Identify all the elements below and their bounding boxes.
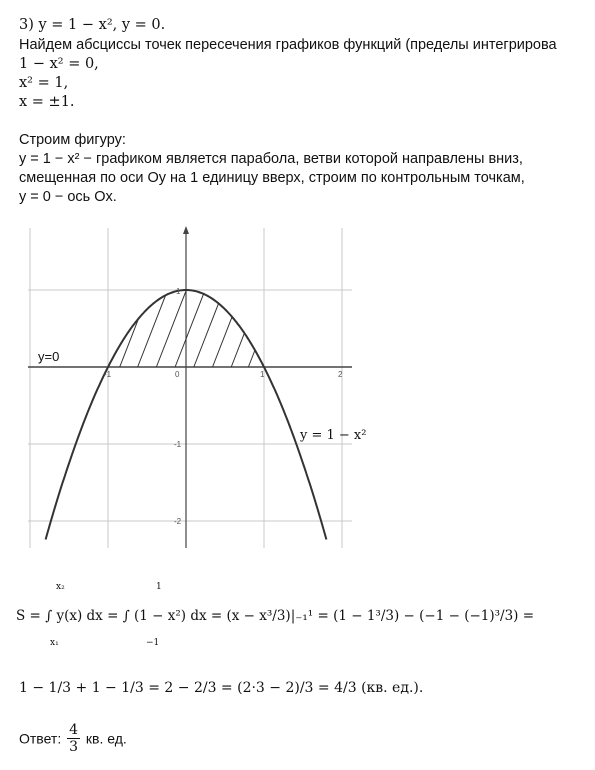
integral-formula bbox=[16, 582, 535, 648]
answer-denominator: 3 bbox=[69, 739, 79, 755]
equation-3: x = ±1. bbox=[19, 94, 75, 110]
integral-limits-2-lower: −1 bbox=[146, 638, 160, 648]
answer-unit: кв. ед. bbox=[85, 730, 127, 747]
integral-limits-1: x₂ bbox=[56, 582, 65, 592]
answer-fraction bbox=[67, 722, 80, 755]
build-line-3: y = 0 − ось Ox. bbox=[19, 189, 117, 205]
tick-y-neg1: -1 bbox=[174, 440, 182, 449]
calculation: 1 − 1/3 + 1 − 1/3 = 2 − 2/3 = (2·3 − 2)/3 = 4/3 (кв. ед.). bbox=[19, 680, 424, 696]
integral-limits-1-lower: x₁ bbox=[50, 638, 59, 648]
tick-x-2: 2 bbox=[338, 370, 343, 379]
label-y-equals-0: y=0 bbox=[38, 349, 60, 364]
y-axis-arrow bbox=[183, 226, 189, 234]
build-title: Строим фигуру: bbox=[19, 132, 126, 148]
tick-x-neg1: -1 bbox=[104, 370, 112, 379]
tick-y-neg2: -2 bbox=[174, 517, 182, 526]
build-line-1: y = 1 − x² − графиком является парабола, ветви которой направлены вниз, bbox=[19, 151, 523, 167]
hatch-line bbox=[213, 316, 233, 367]
build-line-2: смещенная по оси Oy на 1 единицу вверх, строим по контрольным точкам, bbox=[19, 170, 525, 186]
hatch-line bbox=[194, 303, 219, 367]
integral-limits-2: 1 bbox=[156, 582, 162, 592]
integral-expression: S = ∫ y(x) dx = ∫ (1 − x²) dx = (x − x³/3)|₋₁¹ = (1 − 1³/3) − (−1 − (−1)³/3) = bbox=[16, 608, 535, 624]
equation-1: 1 − x² = 0, bbox=[19, 56, 99, 72]
problem-statement: 3) y = 1 − x², y = 0. bbox=[19, 17, 166, 33]
hatch-line bbox=[248, 350, 255, 367]
hatch-line bbox=[231, 333, 244, 367]
grid bbox=[28, 228, 352, 548]
label-curve: y = 1 − x² bbox=[300, 428, 367, 443]
tick-x-0: 0 bbox=[175, 370, 180, 379]
hatch-line bbox=[156, 290, 186, 367]
answer bbox=[19, 722, 127, 755]
answer-label: Ответ: bbox=[19, 730, 62, 747]
hatching bbox=[120, 290, 255, 367]
answer-numerator: 4 bbox=[69, 722, 79, 738]
equation-2: x² = 1, bbox=[19, 75, 69, 91]
parabola-graph bbox=[0, 218, 380, 553]
tick-x-1: 1 bbox=[260, 370, 265, 379]
hatch-line bbox=[175, 293, 204, 367]
intro-text: Найдем абсциссы точек пересечения графиков функций (пределы интегрирова bbox=[19, 37, 557, 53]
tick-y-1: 1 bbox=[176, 287, 181, 296]
axes bbox=[28, 226, 352, 548]
